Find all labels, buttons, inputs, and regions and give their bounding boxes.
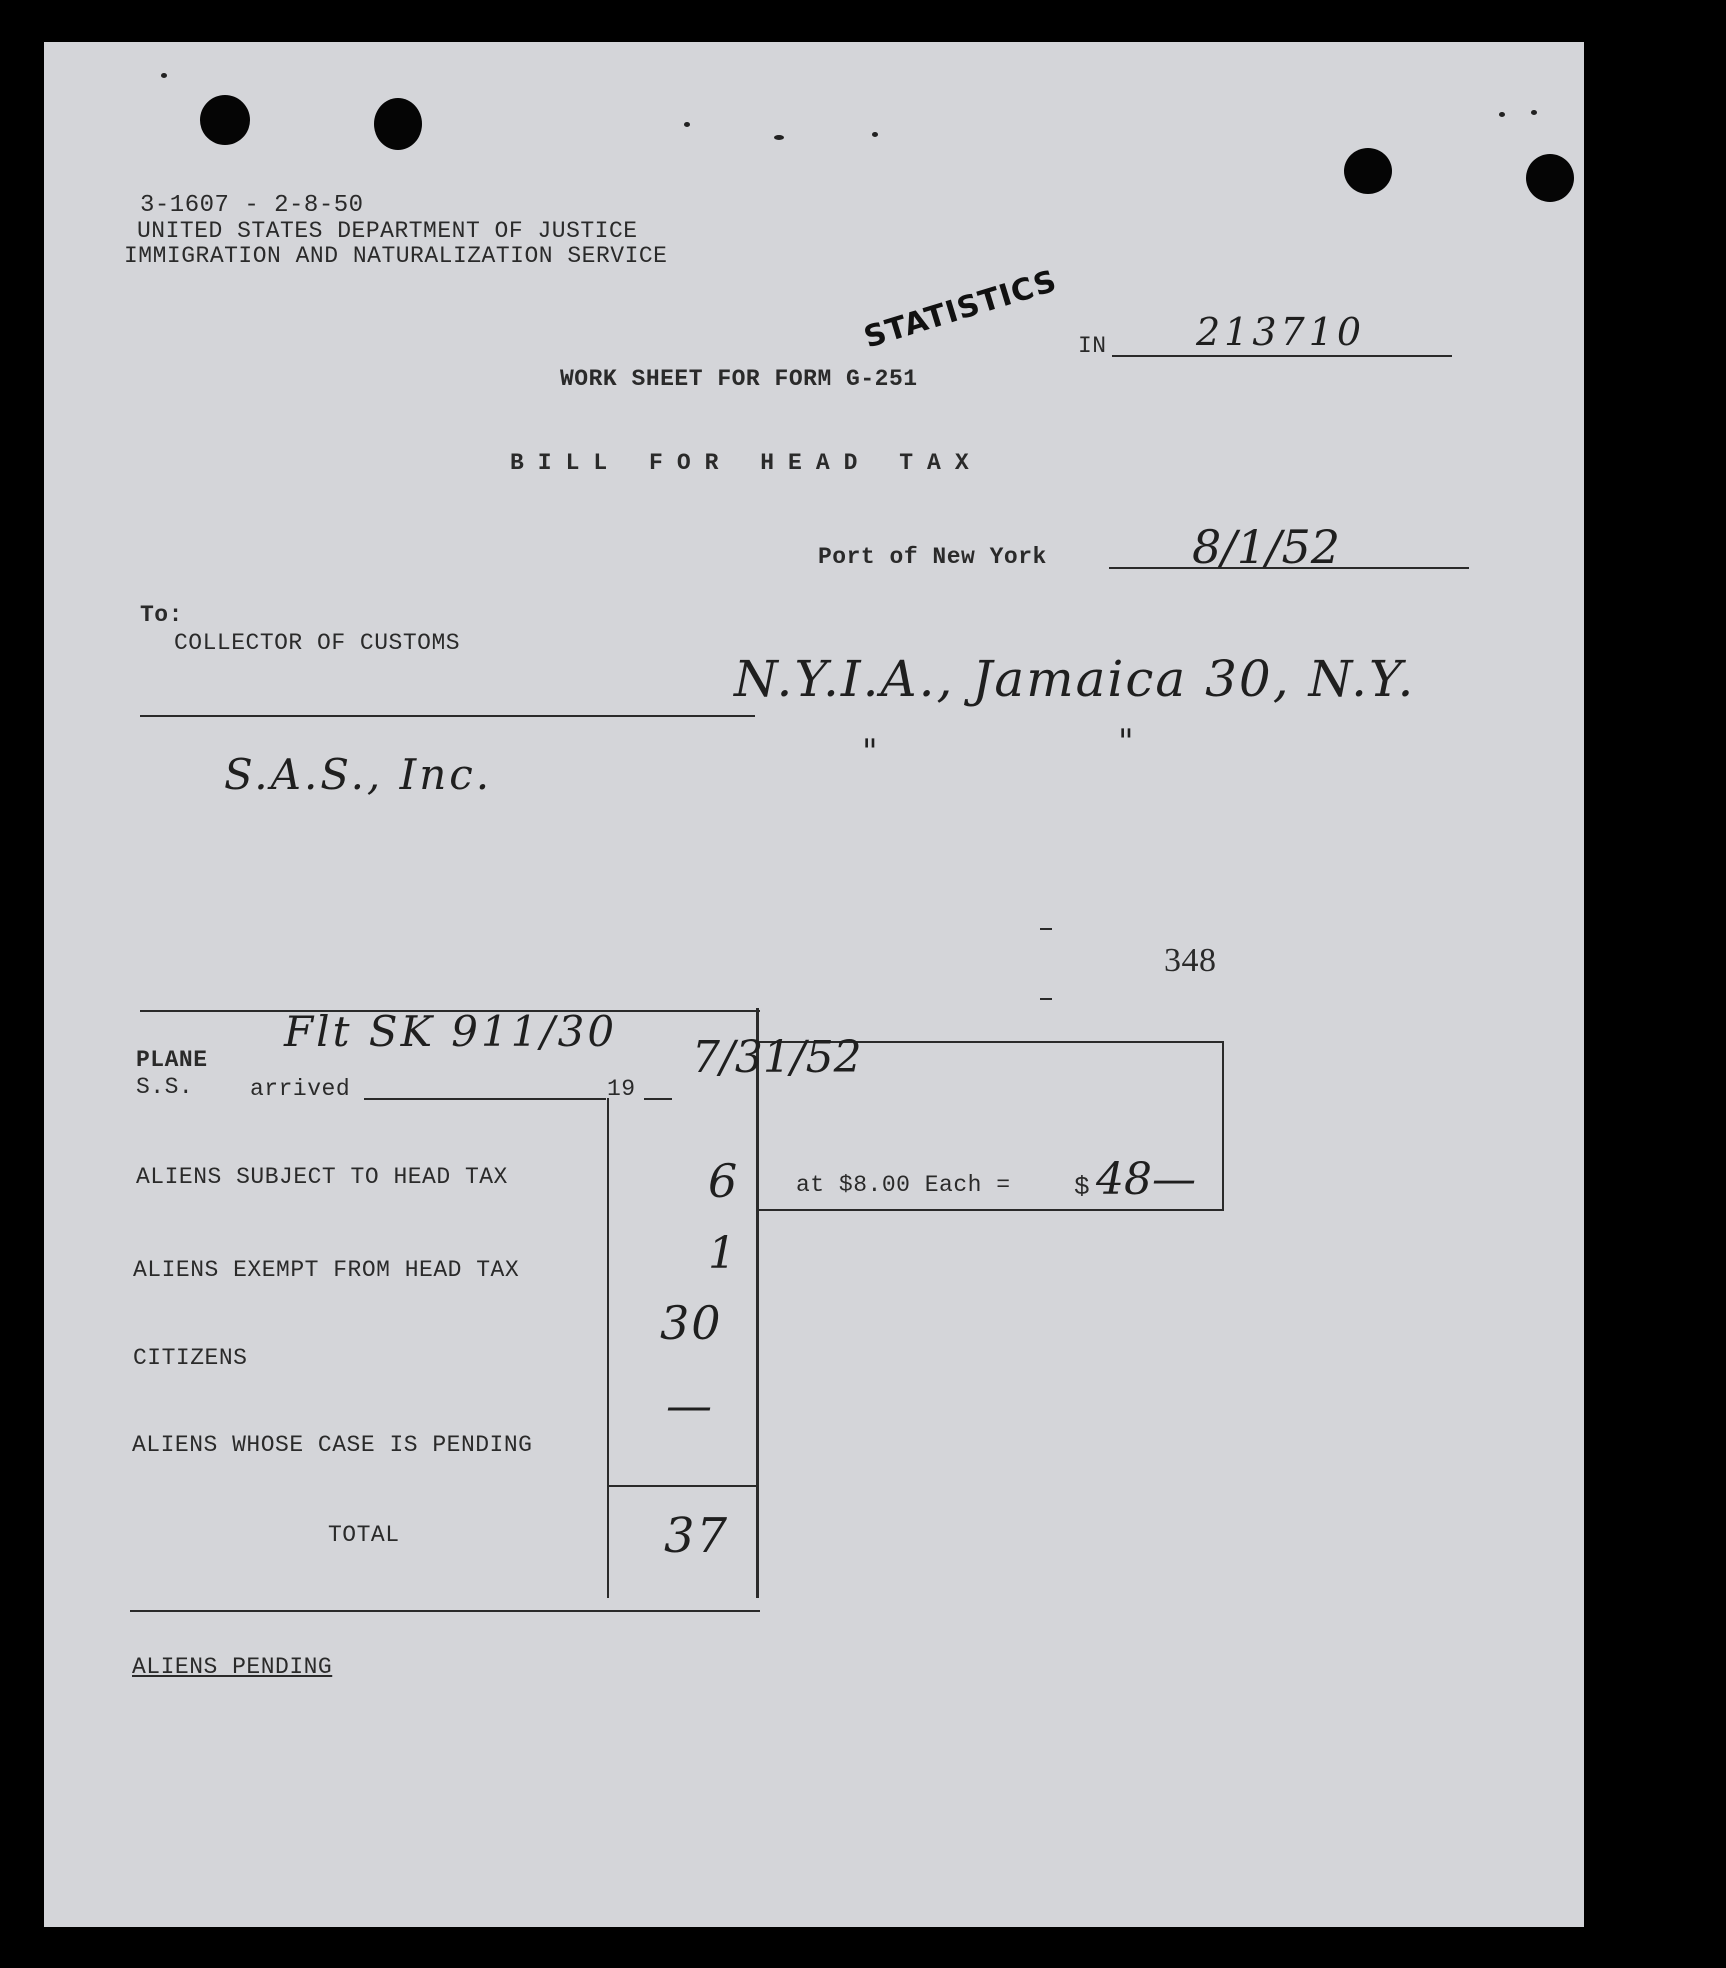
table-left-column-rule [607, 1098, 609, 1598]
tick-mark [1040, 998, 1052, 1000]
statistics-stamp: STATISTICS [860, 263, 1062, 356]
ditto-mark: " [1118, 722, 1134, 762]
punch-hole [1344, 148, 1392, 194]
arrival-date-handwritten: 7/31/52 [692, 1032, 862, 1083]
punch-hole [200, 95, 250, 145]
rate-label: at $8.00 Each = [796, 1172, 1011, 1198]
rate-box-bottom [758, 1209, 1224, 1211]
row-label-exempt: ALIENS EXEMPT FROM HEAD TAX [133, 1257, 520, 1283]
location-handwritten: N.Y.I.A., Jamaica 30, N.Y. [734, 650, 1416, 708]
department-name: UNITED STATES DEPARTMENT OF JUSTICE [137, 218, 638, 244]
flight-handwritten: Flt SK 911/30 [284, 1007, 618, 1056]
ditto-mark: " [862, 732, 878, 772]
port-label: Port of New York [818, 544, 1047, 570]
worksheet-title: WORK SHEET FOR FORM G-251 [560, 366, 918, 392]
form-id: 3-1607 - 2-8-50 [140, 192, 364, 219]
page-number: 348 [1164, 942, 1217, 979]
speck [684, 122, 690, 127]
port-date-handwritten: 8/1/52 [1192, 520, 1341, 574]
row-value-exempt: 1 [708, 1228, 736, 1279]
amount-prefix: $ [1074, 1172, 1091, 1202]
carrier-handwritten: S.A.S., Inc. [224, 750, 493, 799]
collector-label: COLLECTOR OF CUSTOMS [174, 630, 461, 656]
year-underline [644, 1098, 672, 1100]
row-value-subject: 6 [708, 1154, 738, 1208]
row-value-pending: — [666, 1378, 712, 1432]
speck [1499, 112, 1505, 117]
to-label: To: [140, 602, 183, 628]
arrived-label: arrived [250, 1076, 351, 1102]
total-value: 37 [664, 1508, 730, 1564]
tick-mark [1040, 928, 1052, 930]
speck [872, 132, 878, 137]
rate-box-right [1222, 1041, 1224, 1211]
plane-label: PLANE [136, 1047, 208, 1073]
service-name: IMMIGRATION AND NATURALIZATION SERVICE [124, 243, 668, 269]
in-underline [1112, 355, 1452, 357]
in-number-handwritten: 213710 [1196, 310, 1366, 354]
row-label-pending: ALIENS WHOSE CASE IS PENDING [132, 1432, 533, 1458]
amount-handwritten: 48— [1096, 1154, 1196, 1205]
collector-underline [140, 715, 755, 717]
row-value-citizens: 30 [660, 1296, 723, 1350]
table-right-column-rule [756, 1008, 759, 1598]
row-label-subject: ALIENS SUBJECT TO HEAD TAX [136, 1164, 508, 1190]
table-bottom-rule [130, 1610, 760, 1612]
bill-title: BILL FOR HEAD TAX [510, 450, 983, 476]
ss-label: S.S. [136, 1074, 194, 1100]
form-sheet [44, 42, 1584, 1927]
total-label: TOTAL [328, 1522, 400, 1548]
speck [774, 135, 784, 140]
year-prefix: 19 [607, 1076, 636, 1102]
speck [161, 73, 167, 78]
punch-hole [374, 98, 422, 150]
row-label-citizens: CITIZENS [133, 1345, 248, 1371]
speck [1531, 110, 1537, 115]
punch-hole [1526, 154, 1574, 202]
in-label: IN [1078, 333, 1107, 359]
total-separator-rule [607, 1485, 757, 1487]
arrived-underline [364, 1098, 606, 1100]
aliens-pending-label: ALIENS PENDING [132, 1654, 333, 1680]
